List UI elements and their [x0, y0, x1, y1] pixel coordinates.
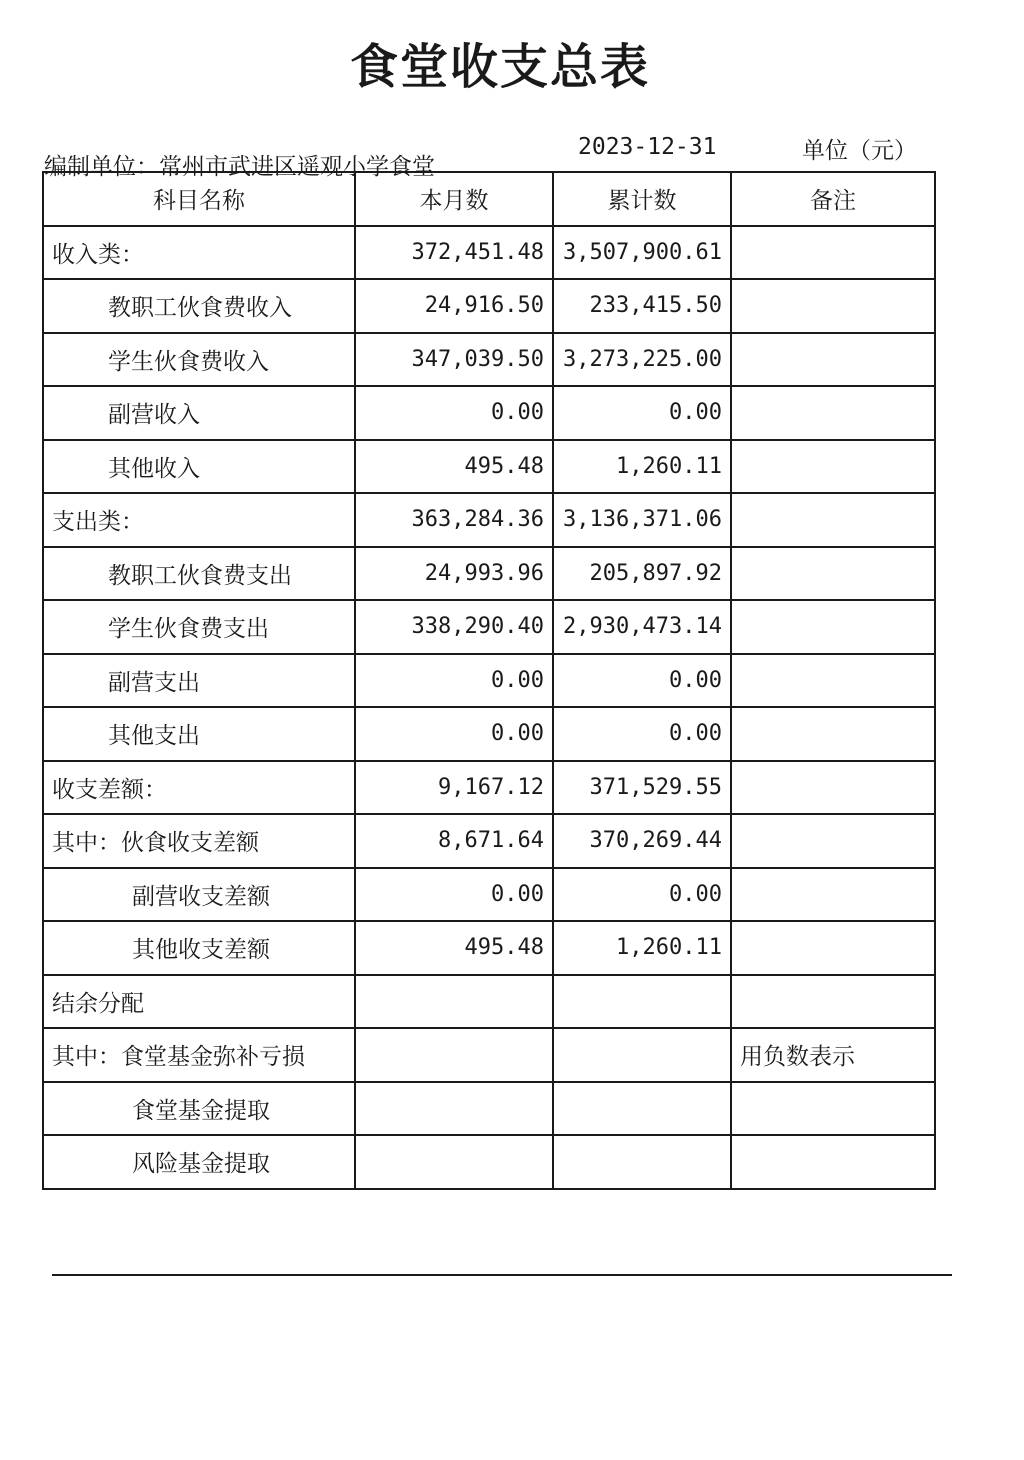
note-cell [731, 279, 935, 333]
cumulative-value: 2,930,473.14 [553, 600, 731, 654]
note-cell [731, 226, 935, 280]
cumulative-value [553, 975, 731, 1029]
note-cell [731, 814, 935, 868]
note-cell [731, 1135, 935, 1189]
cumulative-value: 0.00 [553, 707, 731, 761]
month-value: 495.48 [355, 921, 553, 975]
row-label: 其他收支差额 [43, 921, 355, 975]
month-value: 0.00 [355, 654, 553, 708]
row-label: 风险基金提取 [43, 1135, 355, 1189]
note-cell: 用负数表示 [731, 1028, 935, 1082]
table-row [43, 226, 935, 280]
month-value: 8,671.64 [355, 814, 553, 868]
currency-unit: 单位（元） [802, 138, 917, 164]
table-row [43, 1028, 935, 1082]
row-label: 学生伙食费支出 [43, 600, 355, 654]
month-value [355, 975, 553, 1029]
note-cell [731, 975, 935, 1029]
cumulative-value [553, 1028, 731, 1082]
column-header-note: 备注 [731, 172, 935, 226]
cumulative-value: 3,273,225.00 [553, 333, 731, 387]
month-value [355, 1028, 553, 1082]
row-label: 支出类： [43, 493, 355, 547]
month-value: 24,916.50 [355, 279, 553, 333]
row-label: 学生伙食费收入 [43, 333, 355, 387]
table-row [43, 440, 935, 494]
month-value [355, 1082, 553, 1136]
table-row [43, 1135, 935, 1189]
note-cell [731, 386, 935, 440]
month-value: 0.00 [355, 707, 553, 761]
note-cell [731, 707, 935, 761]
cumulative-value: 0.00 [553, 386, 731, 440]
table-row [43, 600, 935, 654]
column-header-subject: 科目名称 [43, 172, 355, 226]
cumulative-value: 3,507,900.61 [553, 226, 731, 280]
row-label: 副营收支差额 [43, 868, 355, 922]
note-cell [731, 868, 935, 922]
month-value: 0.00 [355, 386, 553, 440]
table-header-row [43, 172, 935, 226]
preparing-unit: 编制单位：常州市武进区遥观小学食堂 [44, 154, 435, 180]
table-row [43, 761, 935, 815]
row-label: 教职工伙食费支出 [43, 547, 355, 601]
column-header-cumulative: 累计数 [553, 172, 731, 226]
month-value: 0.00 [355, 868, 553, 922]
row-label: 其他收入 [43, 440, 355, 494]
cumulative-value: 3,136,371.06 [553, 493, 731, 547]
note-cell [731, 333, 935, 387]
cumulative-value [553, 1082, 731, 1136]
column-header-month: 本月数 [355, 172, 553, 226]
report-date: 2023-12-31 [578, 134, 717, 160]
table-row [43, 921, 935, 975]
table-row [43, 547, 935, 601]
table-row [43, 975, 935, 1029]
month-value: 495.48 [355, 440, 553, 494]
table-row [43, 654, 935, 708]
table-row [43, 707, 935, 761]
month-value: 338,290.40 [355, 600, 553, 654]
table-row [43, 814, 935, 868]
month-value [355, 1135, 553, 1189]
note-cell [731, 1082, 935, 1136]
row-label: 收支差额： [43, 761, 355, 815]
month-value: 24,993.96 [355, 547, 553, 601]
month-value: 372,451.48 [355, 226, 553, 280]
page-title: 食堂收支总表 [349, 39, 650, 95]
cumulative-value: 0.00 [553, 868, 731, 922]
note-cell [731, 440, 935, 494]
note-cell [731, 921, 935, 975]
table-row [43, 493, 935, 547]
row-label: 副营收入 [43, 386, 355, 440]
table-row [43, 279, 935, 333]
row-label: 其他支出 [43, 707, 355, 761]
cumulative-value: 205,897.92 [553, 547, 731, 601]
table-row [43, 1082, 935, 1136]
note-cell [731, 654, 935, 708]
cumulative-value: 371,529.55 [553, 761, 731, 815]
cumulative-value: 0.00 [553, 654, 731, 708]
table-row [43, 333, 935, 387]
cumulative-value: 370,269.44 [553, 814, 731, 868]
row-label: 其中：伙食收支差额 [43, 814, 355, 868]
summary-table [42, 171, 936, 1190]
month-value: 363,284.36 [355, 493, 553, 547]
row-label: 收入类： [43, 226, 355, 280]
note-cell [731, 493, 935, 547]
row-label: 结余分配 [43, 975, 355, 1029]
cumulative-value: 1,260.11 [553, 440, 731, 494]
cumulative-value [553, 1135, 731, 1189]
row-label: 食堂基金提取 [43, 1082, 355, 1136]
row-label: 教职工伙食费收入 [43, 279, 355, 333]
cumulative-value: 1,260.11 [553, 921, 731, 975]
note-cell [731, 600, 935, 654]
cumulative-value: 233,415.50 [553, 279, 731, 333]
month-value: 9,167.12 [355, 761, 553, 815]
table-row [43, 868, 935, 922]
row-label: 其中：食堂基金弥补亏损 [43, 1028, 355, 1082]
row-label: 副营支出 [43, 654, 355, 708]
note-cell [731, 761, 935, 815]
note-cell [731, 547, 935, 601]
footer-rule [52, 1274, 952, 1276]
month-value: 347,039.50 [355, 333, 553, 387]
table-row [43, 386, 935, 440]
